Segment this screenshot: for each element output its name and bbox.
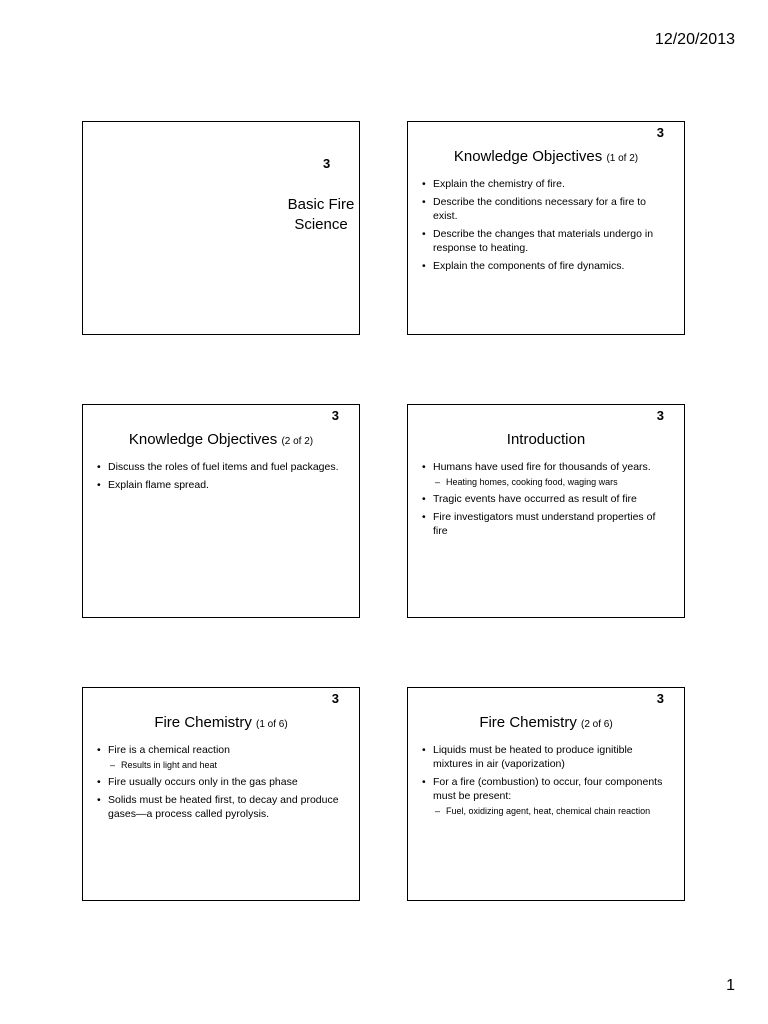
bullet-item: • Describe the conditions necessary for a fire to exist. [422,195,670,223]
slide-5 [82,687,360,901]
bullet-item: • Explain flame spread. [97,478,345,492]
slide-3 [82,404,360,618]
slide-title-text: Fire Chemistry [479,714,577,731]
bullet-item: • Explain the components of fire dynamics. [422,259,670,273]
bullet-item: • Describe the changes that materials undergo in response to heating. [422,227,670,255]
bullet-item: • Fire investigators must understand properties of fire [422,510,670,538]
slide-title [408,714,684,734]
bullet-item: • Tragic events have occurred as result of fire [422,492,670,506]
slide-number: 3 [656,408,664,423]
slide-number: 3 [331,691,339,706]
bullet-list [97,460,345,496]
slide-1 [82,121,360,335]
slide-title-text: Knowledge Objectives [453,148,603,165]
slide-number: 3 [656,691,664,706]
slide-2 [407,121,685,335]
slide-title-subtitle: (1 of 6) [256,719,288,730]
slide-title-text: Introduction [506,431,586,448]
slide-title-subtitle: (1 of 2) [606,153,639,164]
slide-number: 3 [323,156,331,171]
bullet-item: • Fire is a chemical reaction [97,743,345,757]
slide-title: Basic Fire Science [287,196,355,233]
sub-bullet-item: – Results in light and heat [97,759,345,771]
sub-bullet-item: – Fuel, oxidizing agent, heat, chemical chain reaction [422,805,670,817]
slide-title [408,431,684,449]
bullet-list [422,743,670,821]
slide-title-text: Fire Chemistry [154,714,252,731]
bullet-item: • Fire usually occurs only in the gas phase [97,775,345,789]
slide-title [83,714,359,734]
bullet-item: • Liquids must be heated to produce ignitible mixtures in air (vaporization) [422,743,670,771]
page-number: 1 [726,977,735,994]
slide-6 [407,687,685,901]
bullet-item: • Discuss the roles of fuel items and fuel packages. [97,460,345,474]
bullet-list [422,177,670,277]
bullet-list [422,460,670,542]
bullet-item: • Explain the chemistry of fire. [422,177,670,191]
slide-title-subtitle: (2 of 2) [281,436,314,447]
page-date: 12/20/2013 [654,31,735,48]
slide-title [83,431,359,451]
slide-title [408,148,684,168]
slide-title-text: Knowledge Objectives [128,431,278,448]
slide-number: 3 [656,125,664,140]
bullet-item: • Solids must be heated first, to decay and produce gases—a process called pyrolysis. [97,793,345,821]
slide-4 [407,404,685,618]
bullet-list [97,743,345,825]
slide-number: 3 [331,408,339,423]
sub-bullet-item: – Heating homes, cooking food, waging wars [422,476,670,488]
bullet-item: • For a fire (combustion) to occur, four components must be present: [422,775,670,803]
slide-title-subtitle: (2 of 6) [581,719,613,730]
bullet-item: • Humans have used fire for thousands of years. [422,460,670,474]
